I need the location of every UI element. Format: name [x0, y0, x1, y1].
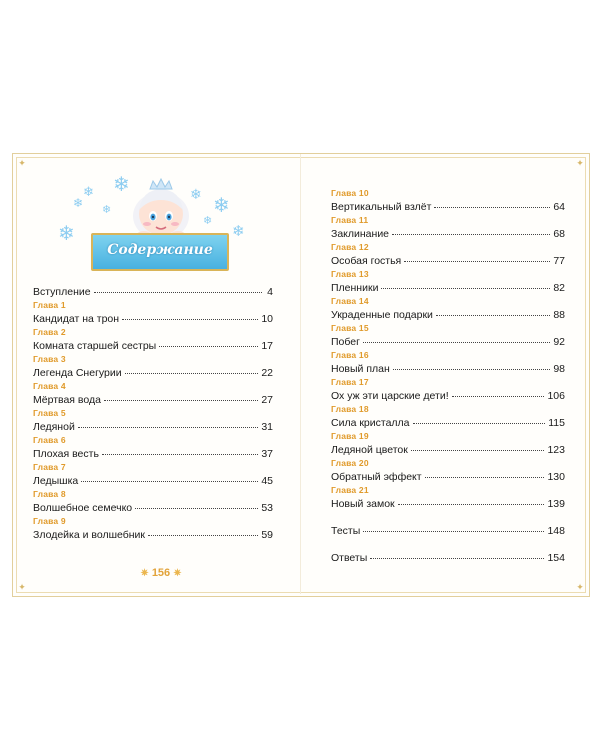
- toc-entry[interactable]: [331, 485, 565, 512]
- toc-line: [33, 365, 273, 381]
- dot-leader: [413, 413, 546, 424]
- page-ref: 10: [261, 313, 273, 325]
- toc-line: [331, 334, 565, 350]
- chapter-label: Глава 11: [331, 215, 369, 225]
- chapter-title: Ледяной: [33, 421, 75, 433]
- dot-leader: [363, 332, 550, 343]
- dot-leader: [122, 309, 258, 320]
- snowflake-icon: ❄: [232, 223, 245, 240]
- dot-leader: [135, 498, 258, 509]
- snowflake-icon: ❄: [213, 195, 230, 217]
- chapter-title: Кандидат на трон: [33, 313, 120, 325]
- page-ref: 31: [261, 421, 273, 433]
- dot-leader: [452, 386, 545, 397]
- snowflake-icon: ❄: [58, 223, 75, 245]
- page-ref: 37: [261, 448, 273, 460]
- page-ref: 115: [548, 417, 565, 429]
- chapter-title: Комната старшей сестры: [33, 340, 157, 352]
- page-ref: 154: [547, 552, 565, 564]
- chapter-title: Украденные подарки: [331, 309, 433, 321]
- dot-leader: [104, 390, 258, 401]
- toc-line: [331, 361, 565, 377]
- toc-entry[interactable]: [331, 550, 565, 566]
- chapter-title: Новый план: [331, 363, 390, 375]
- toc-line: [331, 307, 565, 323]
- toc-line: [331, 442, 565, 458]
- chapter-label: Глава 8: [33, 489, 66, 499]
- page-number-text: 156: [151, 567, 171, 579]
- chapter-title: Побег: [331, 336, 360, 348]
- toc-line: [33, 446, 273, 462]
- chapter-label: Глава 13: [331, 269, 369, 279]
- chapter-title: Вступление: [33, 286, 91, 298]
- page-ref: 53: [261, 502, 273, 514]
- chapter-label: Глава 16: [331, 350, 369, 360]
- dot-leader: [404, 251, 550, 262]
- page-ref: 27: [261, 394, 273, 406]
- toc-line: [33, 500, 273, 516]
- dot-leader: [436, 305, 550, 316]
- chapter-label: Глава 20: [331, 458, 369, 468]
- toc-left-column: [33, 284, 273, 543]
- toc-entry[interactable]: [331, 404, 565, 431]
- chapter-label: Глава 7: [33, 462, 66, 472]
- toc-line: [33, 392, 273, 408]
- toc-line: [331, 253, 565, 269]
- dot-leader: [78, 417, 258, 428]
- chapter-title: Ледяной цветок: [331, 444, 408, 456]
- dot-leader: [425, 467, 545, 478]
- dot-leader: [363, 521, 544, 532]
- contents-banner: [91, 233, 229, 271]
- chapter-label: Глава 17: [331, 377, 369, 387]
- dot-leader: [148, 525, 258, 536]
- dot-leader: [381, 278, 550, 289]
- toc-entry[interactable]: [331, 188, 565, 215]
- chapter-title: Особая гостья: [331, 255, 402, 267]
- toc-entry[interactable]: [331, 350, 565, 377]
- snowflake-icon: ❄: [73, 196, 84, 210]
- chapter-title: Мёртвая вода: [33, 394, 101, 406]
- dot-leader: [102, 444, 258, 455]
- chapter-title: Тесты: [331, 525, 361, 537]
- toc-entry[interactable]: [33, 435, 273, 462]
- chapter-label: Глава 21: [331, 485, 369, 495]
- corner-ornament-icon: ✦: [576, 582, 584, 592]
- corner-ornament-icon: ✦: [18, 158, 26, 168]
- toc-line: [33, 473, 273, 489]
- page-ref: 64: [553, 201, 565, 213]
- snowflake-icon: ❄: [203, 215, 213, 227]
- dot-leader: [125, 363, 259, 374]
- chapter-title: Легенда Снегурии: [33, 367, 122, 379]
- toc-right-column: [331, 188, 565, 566]
- toc-entry[interactable]: [331, 377, 565, 404]
- dot-leader: [434, 197, 550, 208]
- page-ref: 17: [261, 340, 273, 352]
- chapter-title: Заклинание: [331, 228, 390, 240]
- toc-line: [331, 388, 565, 404]
- chapter-label: Глава 14: [331, 296, 369, 306]
- toc-entry[interactable]: [331, 323, 565, 350]
- toc-entry[interactable]: [33, 381, 273, 408]
- toc-line: [331, 550, 565, 566]
- dot-leader: [392, 224, 550, 235]
- toc-entry[interactable]: [33, 462, 273, 489]
- page-ref: 130: [547, 471, 565, 483]
- toc-line: [331, 226, 565, 242]
- toc-line: [33, 338, 273, 354]
- toc-entry[interactable]: [331, 269, 565, 296]
- page-ref: 77: [553, 255, 565, 267]
- toc-line: [33, 284, 273, 300]
- page-ref: 148: [547, 525, 565, 537]
- toc-line: [33, 419, 273, 435]
- corner-ornament-icon: ✦: [576, 158, 584, 168]
- chapter-title: Ответы: [331, 552, 368, 564]
- dot-leader: [393, 359, 551, 370]
- dot-leader: [94, 282, 262, 293]
- dot-leader: [81, 471, 258, 482]
- page-ref: 106: [547, 390, 565, 402]
- dot-leader: [411, 440, 545, 451]
- snowflake-icon: ❄: [102, 204, 112, 216]
- toc-line: [33, 527, 273, 543]
- page-ref: 22: [261, 367, 273, 379]
- dot-leader: [159, 336, 258, 347]
- chapter-title: Злодейка и волшебник: [33, 529, 146, 541]
- chapter-label: Глава 12: [331, 242, 369, 252]
- toc-line: [331, 415, 565, 431]
- toc-line: [331, 469, 565, 485]
- toc-line: [33, 311, 273, 327]
- toc-entry[interactable]: [33, 354, 273, 381]
- dot-leader: [370, 548, 544, 559]
- page-ref: 123: [547, 444, 565, 456]
- toc-entry[interactable]: [33, 408, 273, 435]
- toc-line: [331, 523, 565, 539]
- toc-entry[interactable]: [33, 284, 273, 300]
- chapter-title: Ледышка: [33, 475, 79, 487]
- page-ref: 68: [553, 228, 565, 240]
- page-ref: 139: [547, 498, 565, 510]
- chapter-label: Глава 10: [331, 188, 369, 198]
- chapter-title: Новый замок: [331, 498, 395, 510]
- toc-entry[interactable]: [331, 523, 565, 539]
- chapter-label: Глава 4: [33, 381, 66, 391]
- chapter-label: Глава 19: [331, 431, 369, 441]
- chapter-title: Волшебное семечко: [33, 502, 133, 514]
- toc-entry[interactable]: [33, 300, 273, 327]
- chapter-title: Пленники: [331, 282, 379, 294]
- toc-line: [331, 199, 565, 215]
- chapter-title: Вертикальный взлёт: [331, 201, 432, 213]
- chapter-title: Плохая весть: [33, 448, 99, 460]
- toc-line: [331, 280, 565, 296]
- chapter-label: Глава 5: [33, 408, 66, 418]
- toc-entry[interactable]: [331, 431, 565, 458]
- chapter-title: Ох уж эти царские дети!: [331, 390, 449, 402]
- toc-entry[interactable]: [33, 489, 273, 516]
- chapter-title: Сила кристалла: [331, 417, 410, 429]
- snowflake-icon: ❄: [113, 174, 130, 196]
- dot-leader: [398, 494, 545, 505]
- page-ref: 98: [553, 363, 565, 375]
- chapter-label: Глава 6: [33, 435, 66, 445]
- chapter-label: Глава 3: [33, 354, 66, 364]
- page-ref: 88: [553, 309, 565, 321]
- chapter-label: Глава 1: [33, 300, 66, 310]
- toc-line: [331, 496, 565, 512]
- page-ref: 59: [261, 529, 273, 541]
- page-number: [133, 567, 189, 579]
- page-ref: 4: [267, 286, 273, 298]
- corner-ornament-icon: ✦: [18, 582, 26, 592]
- toc-entry[interactable]: [331, 458, 565, 485]
- toc-entry[interactable]: [331, 242, 565, 269]
- page-ref: 82: [553, 282, 565, 294]
- snowflake-icon: ❄: [83, 184, 94, 199]
- chapter-label: Глава 9: [33, 516, 66, 526]
- page-ref: 45: [261, 475, 273, 487]
- chapter-label: Глава 2: [33, 327, 66, 337]
- chapter-label: Глава 15: [331, 323, 369, 333]
- page-title: Содержание: [107, 242, 213, 258]
- chapter-title: Обратный эффект: [331, 471, 422, 483]
- toc-entry[interactable]: [331, 215, 565, 242]
- snowflake-icon: ❄: [190, 186, 202, 202]
- chapter-label: Глава 18: [331, 404, 369, 414]
- toc-entry[interactable]: [33, 327, 273, 354]
- star-icon: ✷: [140, 568, 149, 579]
- page-gutter: [300, 154, 301, 594]
- toc-entry[interactable]: [33, 516, 273, 543]
- page-ref: 92: [553, 336, 565, 348]
- toc-entry[interactable]: [331, 296, 565, 323]
- star-icon: ✷: [173, 568, 182, 579]
